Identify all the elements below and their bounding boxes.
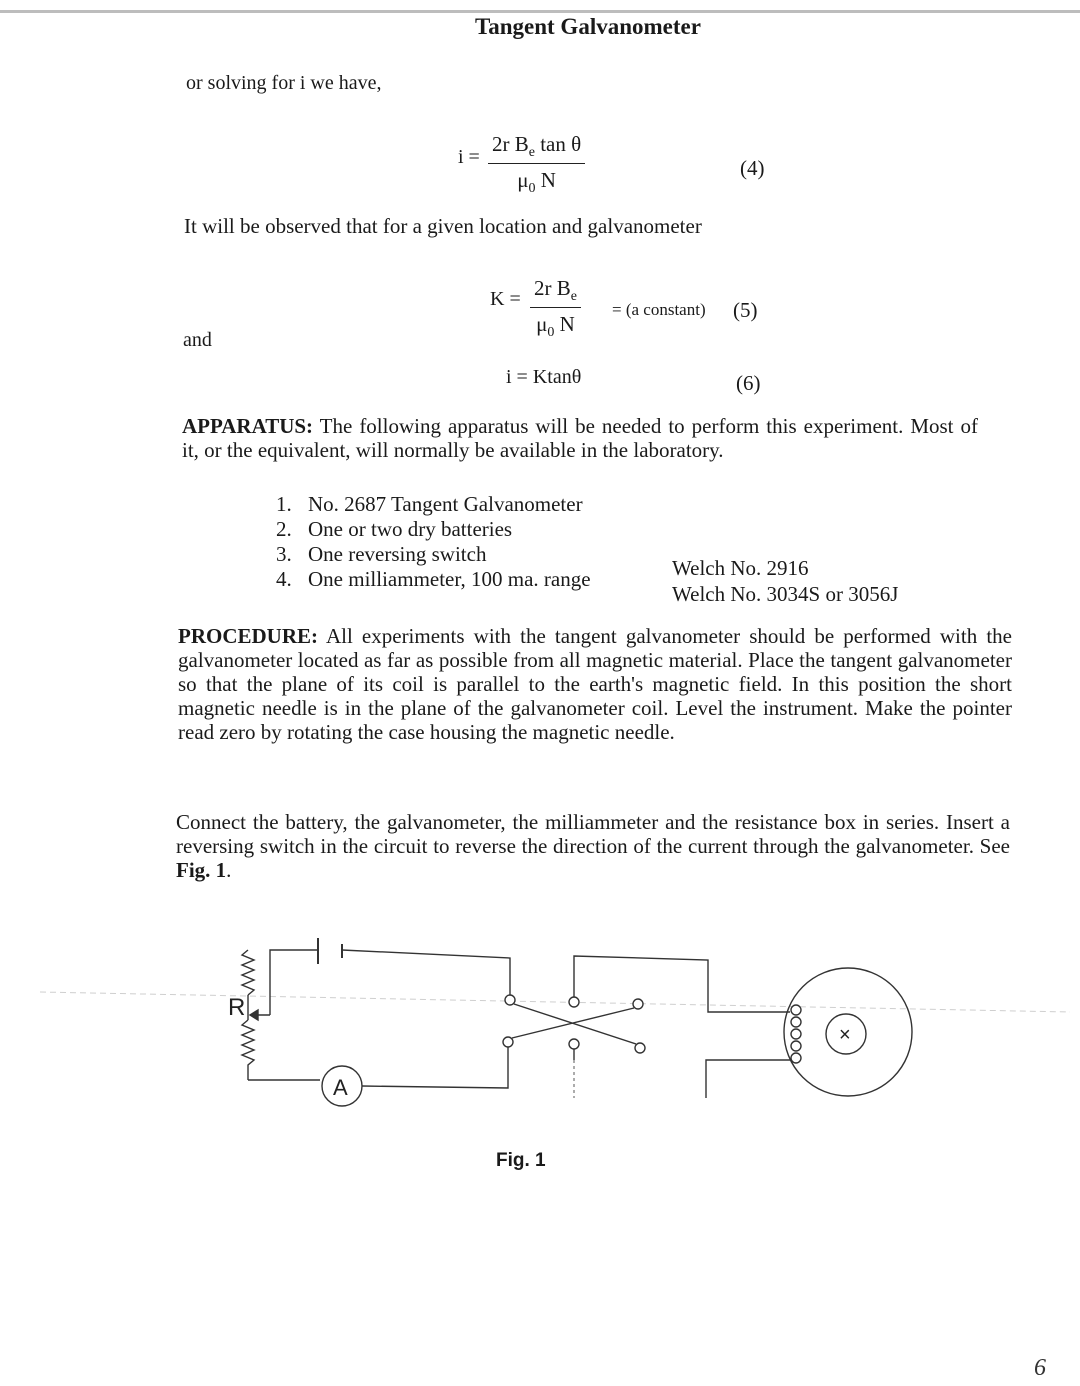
top-rule [0,10,1080,13]
list-item: 1. No. 2687 Tangent Galvanometer [276,492,583,516]
rheostat-coil [242,950,254,995]
coil-terminal [791,1017,801,1027]
wire [270,950,318,1015]
apparatus-heading: APPARATUS: [182,414,314,438]
wire [342,950,510,1000]
coil-terminal [791,1029,801,1039]
figure-caption: Fig. 1 [496,1150,546,1171]
scan-line [40,992,1070,1012]
wire [706,1060,790,1098]
circuit-diagram [0,920,1080,1140]
procedure-heading: PROCEDURE: [178,624,318,648]
connect-paragraph: Connect the battery, the galvanometer, the milliammeter and the resistance box in series. Insert a reversing switch in the circuit to reverse the direction of the current through the galvanometer. See Fig. 1. [176,810,1010,882]
eq6-expr: i = Ktanθ [506,366,582,388]
switch-terminal [569,1039,579,1049]
rheostat-coil-lower [242,1020,254,1080]
switch-terminal [505,995,515,1005]
resistor-label: R [228,994,246,1021]
procedure-text: All experiments with the tangent galvanometer should be performed with the galvanometer located as far as possible from all magnetic material. Place the tangent galvanometer so that the plane of its coil is parallel to the earth's magnetic field. In this position the short magnetic needle is in the plane of the galvanometer coil. Level the instrument. Make the pointer read zero by rotating the case housing the magnetic needle. [178,624,1012,744]
eq5-denominator: $\mu_0$ N [536,312,575,341]
list-item: 2. One or two dry batteries [276,517,513,541]
coil-terminal [791,1041,801,1051]
intro-line: or solving for i we have, [186,72,382,94]
switch-cross-wire [514,1004,636,1044]
coil-terminal [791,1053,801,1063]
page-title: Tangent Galvanometer [475,14,701,39]
switch-terminal [635,1043,645,1053]
switch-terminal [633,999,643,1009]
eq5-lhs: K = [490,288,521,310]
wire [574,956,790,1012]
wire [362,1042,508,1088]
observe-line: It will be observed that for a given location and galvanometer [184,214,702,238]
page-number: 6 [1034,1355,1046,1381]
ammeter-label: A [333,1075,348,1100]
eq4-fraction [488,132,585,197]
eq4-numerator: 2r $B_e$ tan θ [488,132,585,164]
eq4-denominator: $\mu_0$ N [517,168,556,197]
list-item: 4. One milliammeter, 100 ma. range [276,567,591,591]
eq5-label: (5) [733,298,758,322]
eq5-rhs: = (a constant) [612,300,706,319]
eq4-label: (4) [740,156,765,180]
apparatus-paragraph [182,414,978,462]
and-word: and [183,329,212,351]
needle-icon: × [839,1024,851,1046]
eq4-lhs: i = [458,146,480,168]
fig-reference: Fig. 1 [176,858,227,882]
welch-number-switch: Welch No. 2916 [672,556,809,580]
eq6-label: (6) [736,371,761,395]
switch-cross-wire [512,1008,634,1038]
coil-terminal [791,1005,801,1015]
apparatus-list [276,492,591,592]
rheostat-arrow-icon [250,1010,258,1020]
list-item: 3. One reversing switch [276,542,487,566]
switch-terminal [503,1037,513,1047]
switch-terminal [569,997,579,1007]
procedure-paragraph [178,624,1012,744]
connect-text: Connect the battery, the galvanometer, the milliammeter and the resistance box in series. Insert a reversing switch in the circuit to reverse the direction of the current through the galvanometer. See [176,810,1010,858]
apparatus-text: The following apparatus will be needed to perform this experiment. Most of it, or the equivalent, will normally be available in the laboratory. [182,414,979,462]
welch-number-meter: Welch No. 3034S or 3056J [672,582,899,606]
eq5-numerator: 2r $B_e$ [530,276,581,308]
eq5-fraction [530,276,581,341]
